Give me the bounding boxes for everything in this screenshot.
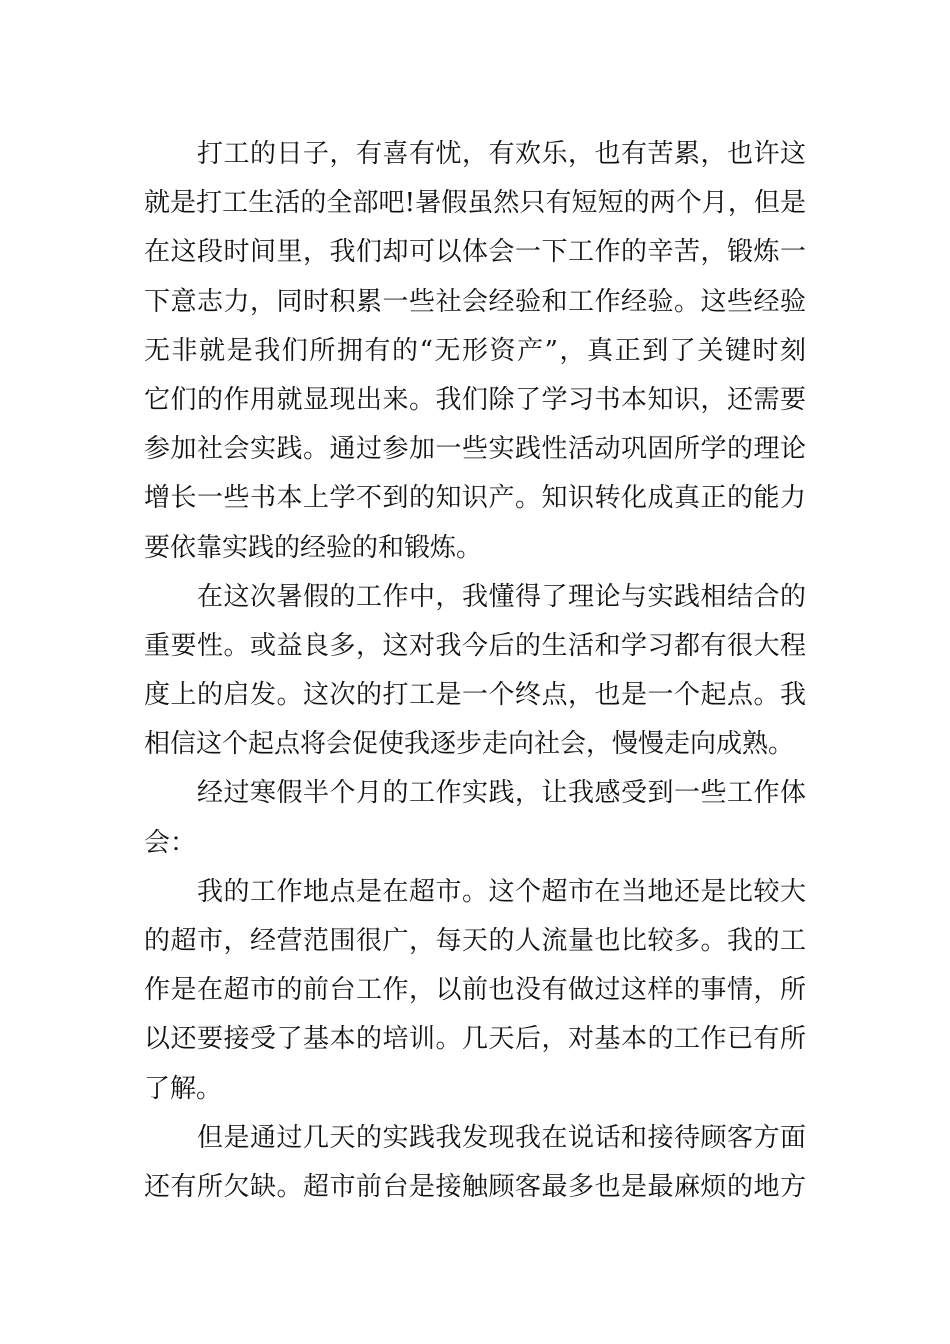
text-line: 下意志力，同时积累一些社会经验和工作经验。这些经验 — [144, 286, 806, 317]
paragraph — [144, 130, 806, 573]
text-line: 以还要接受了基本的培训。几天后，对基本的工作已有所 — [144, 1024, 806, 1055]
paragraph — [144, 1114, 806, 1212]
text-line: 会： — [144, 827, 197, 858]
text-line: 它们的作用就显现出来。我们除了学习书本知识，还需要 — [144, 384, 806, 415]
text-line: 就是打工生活的全部吧!暑假虽然只有短短的两个月，但是 — [144, 188, 806, 219]
paragraph — [144, 573, 806, 770]
text-line: 的超市，经营范围很广，每天的人流量也比较多。我的工 — [144, 926, 806, 956]
text-line: 打工的日子，有喜有忧，有欢乐，也有苦累，也许这 — [197, 139, 806, 169]
text-line: 作是在超市的前台工作，以前也没有做过这样的事情，所 — [144, 975, 806, 1006]
paragraph — [144, 769, 806, 867]
text-line: 在这段时间里，我们却可以体会一下工作的辛苦，锻炼一 — [144, 237, 806, 268]
text-line: 相信这个起点将会促使我逐步走向社会，慢慢走向成熟。 — [144, 729, 795, 760]
text-line: 了解。 — [144, 1073, 223, 1104]
text-line: 在这次暑假的工作中，我懂得了理论与实践相结合的 — [197, 581, 806, 612]
text-line: 还有所欠缺。超市前台是接触顾客最多也是最麻烦的地方 — [144, 1171, 806, 1202]
body-text — [144, 130, 806, 1212]
paragraph — [144, 868, 806, 1114]
text-line: 增长一些书本上学不到的知识产。知识转化成真正的能力 — [144, 483, 806, 514]
text-line: 经过寒假半个月的工作实践，让我感受到一些工作体 — [197, 778, 806, 809]
text-line: 度上的启发。这次的打工是一个终点，也是一个起点。我 — [144, 680, 806, 711]
text-line: 重要性。或益良多，这对我今后的生活和学习都有很大程 — [144, 630, 806, 661]
text-line: 无非就是我们所拥有的“无形资产”，真正到了关键时刻 — [144, 335, 806, 366]
text-line: 但是通过几天的实践我发现我在说话和接待顾客方面 — [197, 1122, 806, 1153]
text-line: 参加社会实践。通过参加一些实践性活动巩固所学的理论 — [144, 434, 806, 465]
text-line: 要依靠实践的经验的和锻炼。 — [144, 532, 483, 563]
text-line: 我的工作地点是在超市。这个超市在当地还是比较大 — [197, 876, 806, 907]
